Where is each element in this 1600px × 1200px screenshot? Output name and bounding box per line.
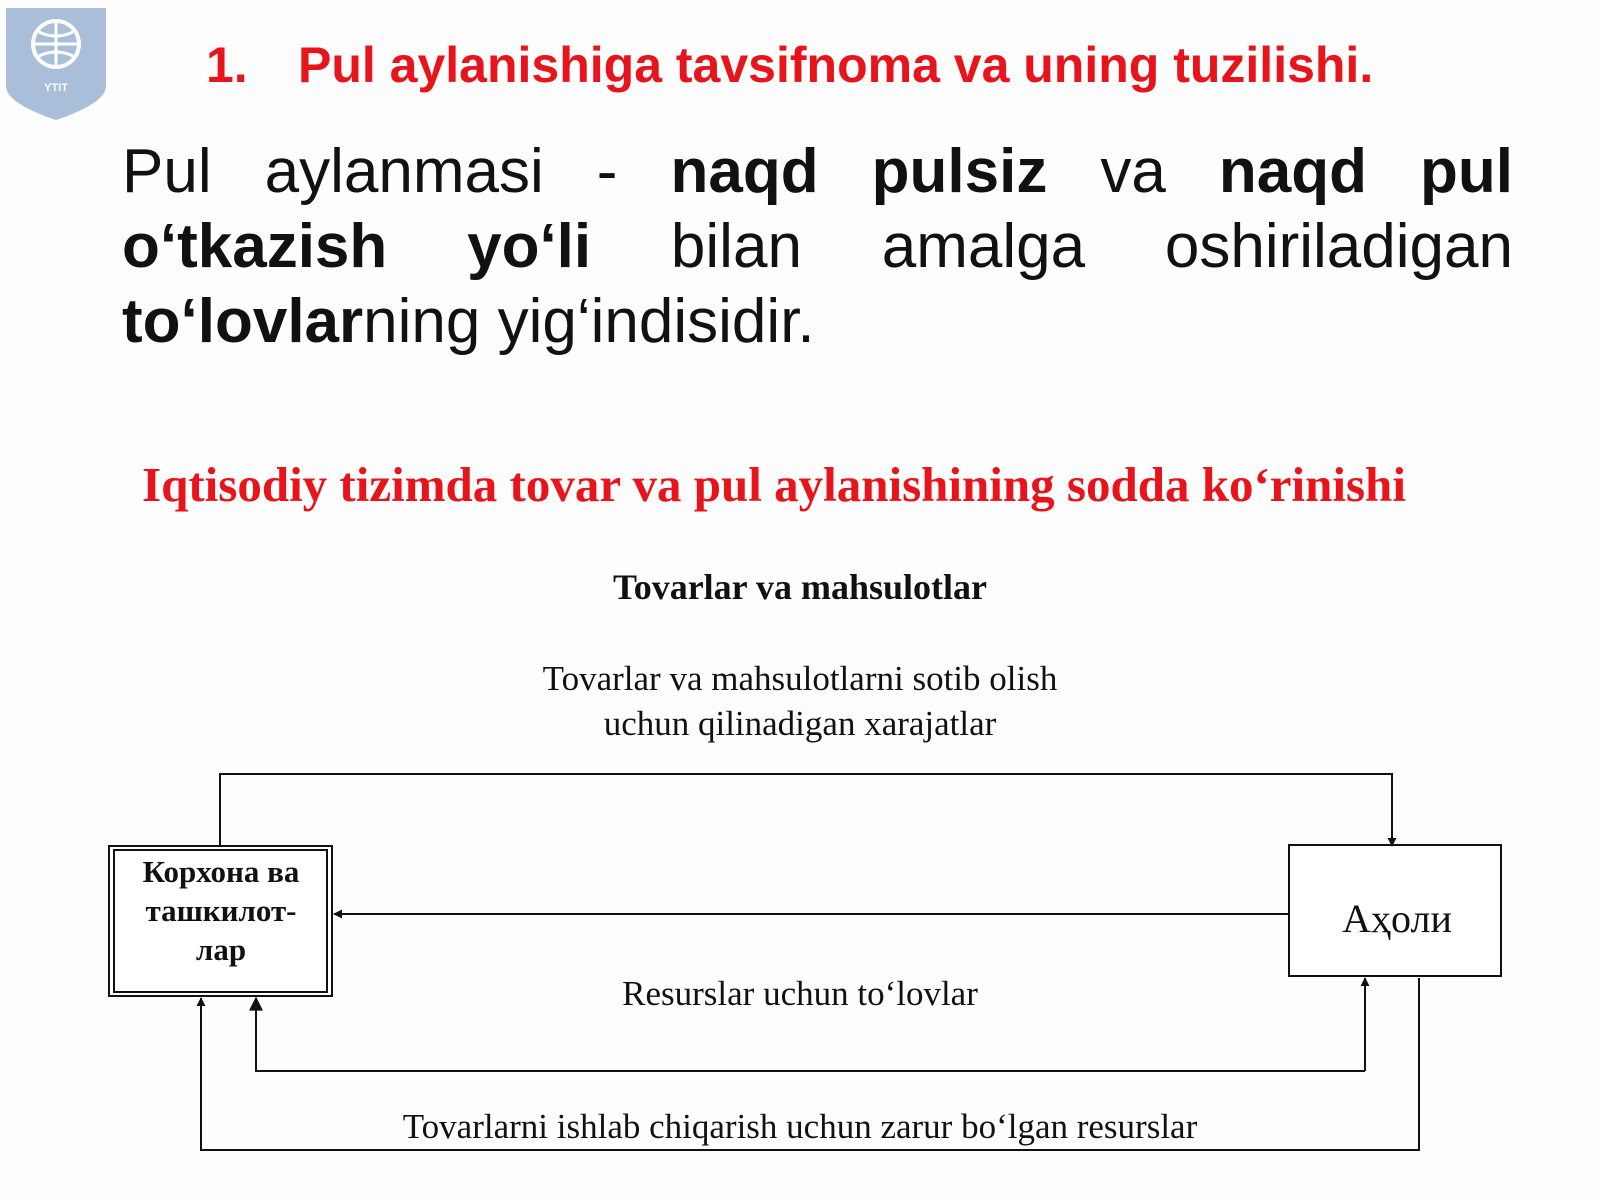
definition-text: bilan amalga oshiriladigan (591, 212, 1513, 281)
enterprises-label-line: лар (195, 932, 247, 967)
resources-flow-label: Tovarlarni ishlab chiqarish uchun zarur bo‘lgan resurslar (402, 1107, 1198, 1146)
section-title: Pul aylanishiga tavsifnoma va uning tuzilishi. (298, 37, 1374, 93)
enterprises-label-line: Корхона ва (142, 854, 300, 889)
goods-flow-label: Tovarlar va mahsulotlar (612, 567, 988, 607)
enterprises-box-label (114, 852, 328, 969)
definition-bold-term: naqd pulsiz (670, 137, 1048, 206)
section-number: 1. (206, 37, 248, 93)
enterprises-label-line: ташкилот- (145, 893, 297, 928)
logo-text: YTIT (44, 82, 68, 94)
definition-bold-term: naqd pul o‘tkazish yo‘li (122, 137, 1513, 281)
expenses-label-line: uchun qilinadigan xarajatlar (603, 704, 997, 743)
population-box-label: Аҳоли (1342, 896, 1452, 941)
expenses-label-line: Tovarlar va mahsulotlarni sotib olish (542, 659, 1058, 698)
definition-bold-term: to‘lovlar (122, 287, 364, 356)
expenses-flow-arrow (220, 774, 1392, 846)
diagram-caption: Iqtisodiy tizimda tovar va pul aylanishining sodda ko‘rinishi (142, 457, 1406, 512)
payments-flow-label: Resurslar uchun to‘lovlar (622, 974, 978, 1013)
expenses-flow-label (450, 656, 1150, 746)
definition-text: ning yig‘indisidir. (363, 287, 815, 356)
definition-text: Pul aylanmasi - (122, 137, 671, 206)
definition-text: va (1047, 137, 1219, 206)
